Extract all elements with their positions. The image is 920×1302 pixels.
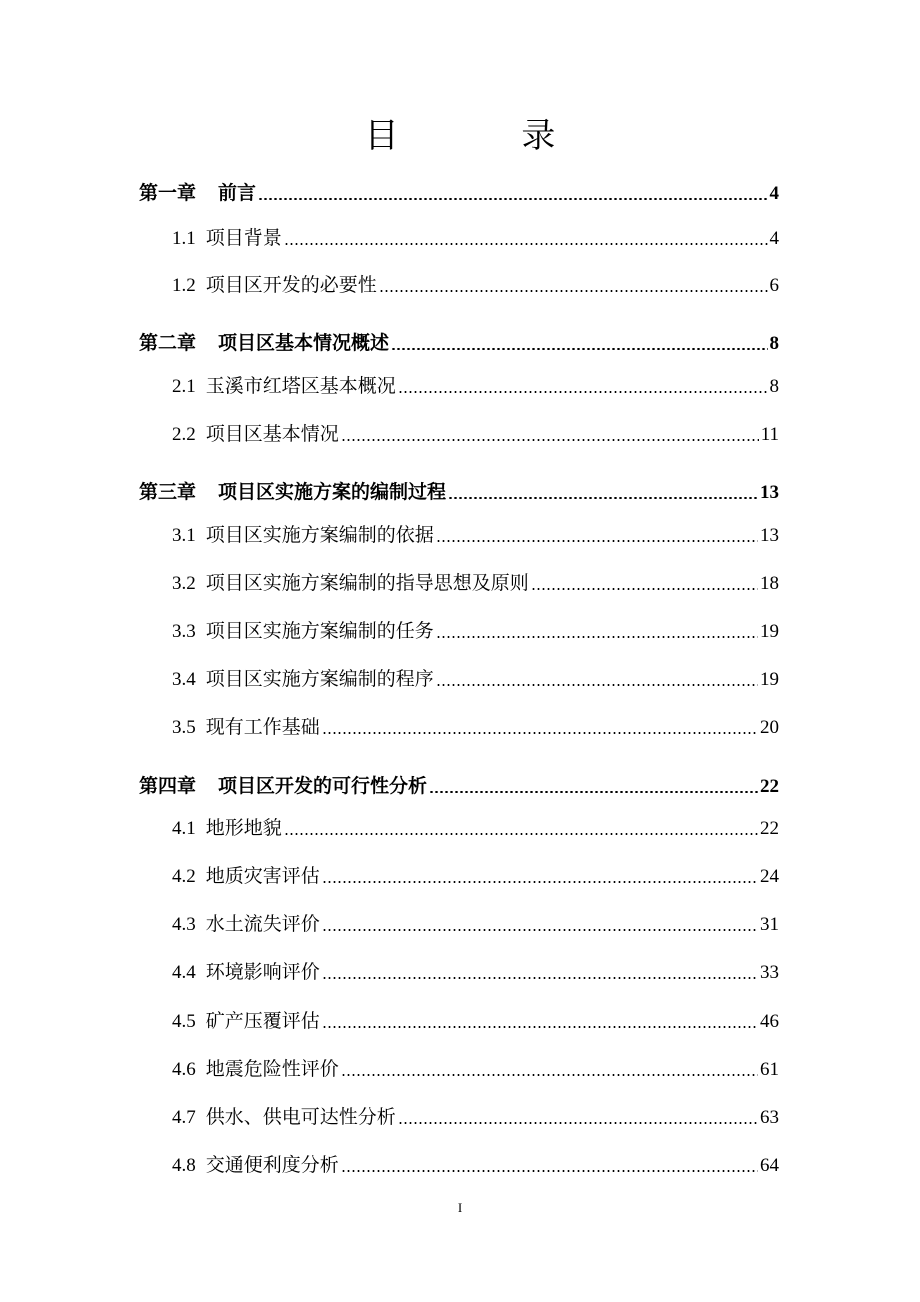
toc-page-number: 18 [760, 573, 779, 594]
toc-section-label: 矿产压覆评估 [205, 1010, 320, 1032]
toc-section-label: 水土流失评价 [205, 913, 320, 935]
toc-section-4-4[interactable] [172, 959, 779, 985]
toc-section-3-3[interactable] [172, 618, 779, 644]
toc-section-label: 交通便利度分析 [205, 1154, 339, 1176]
toc-section-label: 项目区实施方案编制的依据 [205, 524, 434, 546]
toc-page-number: 20 [760, 717, 779, 738]
toc-section-4-6[interactable] [172, 1056, 779, 1082]
toc-page-number: 6 [769, 275, 779, 296]
toc-section-3-1[interactable] [172, 522, 779, 548]
toc-section-label: 现有工作基础 [205, 716, 320, 738]
toc-page-number: 8 [769, 333, 779, 354]
toc-chapter-number: 第三章 [139, 481, 197, 503]
toc-chapter-label: 项目区基本情况概述 [218, 332, 390, 354]
toc-section-4-1[interactable] [172, 815, 779, 841]
toc-section-number: 4.4 [172, 962, 196, 983]
dot-leader [391, 348, 767, 350]
dot-leader [322, 881, 758, 883]
toc-section-2-2[interactable] [172, 421, 779, 447]
toc-section-label: 地震危险性评价 [205, 1058, 339, 1080]
toc-section-label: 地形地貌 [205, 817, 282, 839]
toc-page-number: 13 [760, 525, 779, 546]
toc-section-1-1[interactable] [172, 225, 779, 251]
toc-section-number: 4.2 [172, 866, 196, 887]
toc-page-number: 19 [760, 669, 779, 690]
toc-page-number: 22 [760, 776, 779, 797]
dot-leader [448, 497, 758, 499]
toc-section-number: 1.2 [172, 275, 196, 296]
toc-page-number: 11 [760, 424, 779, 445]
toc-section-number: 3.1 [172, 525, 196, 546]
toc-section-label: 项目背景 [205, 227, 282, 249]
toc-section-1-2[interactable] [172, 272, 779, 298]
toc-section-number: 3.4 [172, 669, 196, 690]
toc-section-4-3[interactable] [172, 911, 779, 937]
toc-section-number: 2.1 [172, 376, 196, 397]
toc-section-label: 玉溪市红塔区基本概况 [205, 375, 396, 397]
dot-leader [322, 929, 758, 931]
toc-section-label: 项目区实施方案编制的指导思想及原则 [205, 572, 529, 594]
toc-chapter-3[interactable] [139, 479, 779, 505]
toc-chapter-label: 项目区开发的可行性分析 [218, 775, 428, 797]
toc-section-label: 项目区实施方案编制的任务 [205, 620, 434, 642]
toc-page-number: 46 [760, 1011, 779, 1032]
toc-section-number: 4.3 [172, 914, 196, 935]
toc-page-number: 31 [760, 914, 779, 935]
toc-title: 目 录 [364, 116, 612, 156]
toc-section-label: 项目区基本情况 [205, 423, 339, 445]
toc-section-3-2[interactable] [172, 570, 779, 596]
dot-leader [436, 636, 758, 638]
dot-leader [531, 588, 758, 590]
toc-page-number: 8 [769, 376, 779, 397]
toc-chapter-number: 第二章 [139, 332, 197, 354]
toc-section-3-4[interactable] [172, 666, 779, 692]
toc-section-number: 1.1 [172, 228, 196, 249]
dot-leader [341, 439, 759, 441]
dot-leader [379, 290, 768, 292]
toc-chapter-1[interactable] [139, 180, 779, 206]
toc-chapter-label: 项目区实施方案的编制过程 [218, 481, 447, 503]
toc-page-number: 19 [760, 621, 779, 642]
toc-section-label: 项目区开发的必要性 [205, 274, 377, 296]
toc-section-label: 环境影响评价 [205, 961, 320, 983]
dot-leader [341, 1170, 758, 1172]
dot-leader [398, 391, 768, 393]
toc-chapter-2[interactable] [139, 330, 779, 356]
toc-chapter-label: 前言 [218, 182, 257, 204]
footer-page-number: I [457, 1200, 463, 1215]
toc-section-4-7[interactable] [172, 1104, 779, 1130]
toc-section-number: 3.3 [172, 621, 196, 642]
toc-page-number: 4 [769, 228, 779, 249]
toc-section-number: 4.6 [172, 1059, 196, 1080]
toc-chapter-4[interactable] [139, 773, 779, 799]
toc-page-number: 22 [760, 818, 779, 839]
dot-leader [398, 1122, 758, 1124]
toc-section-number: 3.5 [172, 717, 196, 738]
toc-section-4-5[interactable] [172, 1008, 779, 1034]
toc-section-4-8[interactable] [172, 1152, 779, 1178]
dot-leader [258, 198, 767, 200]
toc-page-number: 4 [769, 183, 779, 204]
toc-chapter-number: 第四章 [139, 775, 197, 797]
dot-leader [436, 684, 758, 686]
toc-page-number: 61 [760, 1059, 779, 1080]
toc-section-label: 地质灾害评估 [205, 865, 320, 887]
toc-page-number: 13 [760, 482, 779, 503]
toc-section-label: 项目区实施方案编制的程序 [205, 668, 434, 690]
dot-leader [341, 1074, 758, 1076]
toc-section-number: 4.8 [172, 1155, 196, 1176]
dot-leader [436, 540, 758, 542]
toc-page-number: 63 [760, 1107, 779, 1128]
toc-section-number: 4.7 [172, 1107, 196, 1128]
toc-page-number: 24 [760, 866, 779, 887]
dot-leader [284, 833, 758, 835]
dot-leader [322, 1026, 758, 1028]
toc-chapter-number: 第一章 [139, 182, 197, 204]
dot-leader [284, 243, 768, 245]
toc-section-number: 4.1 [172, 818, 196, 839]
toc-page-number: 64 [760, 1155, 779, 1176]
toc-section-number: 3.2 [172, 573, 196, 594]
dot-leader [429, 791, 758, 793]
toc-section-label: 供水、供电可达性分析 [205, 1106, 396, 1128]
toc-section-number: 4.5 [172, 1011, 196, 1032]
dot-leader [322, 977, 758, 979]
toc-section-2-1[interactable] [172, 373, 779, 399]
toc-page-number: 33 [760, 962, 779, 983]
toc-section-4-2[interactable] [172, 863, 779, 889]
toc-section-number: 2.2 [172, 424, 196, 445]
dot-leader [322, 732, 758, 734]
toc-section-3-5[interactable] [172, 714, 779, 740]
